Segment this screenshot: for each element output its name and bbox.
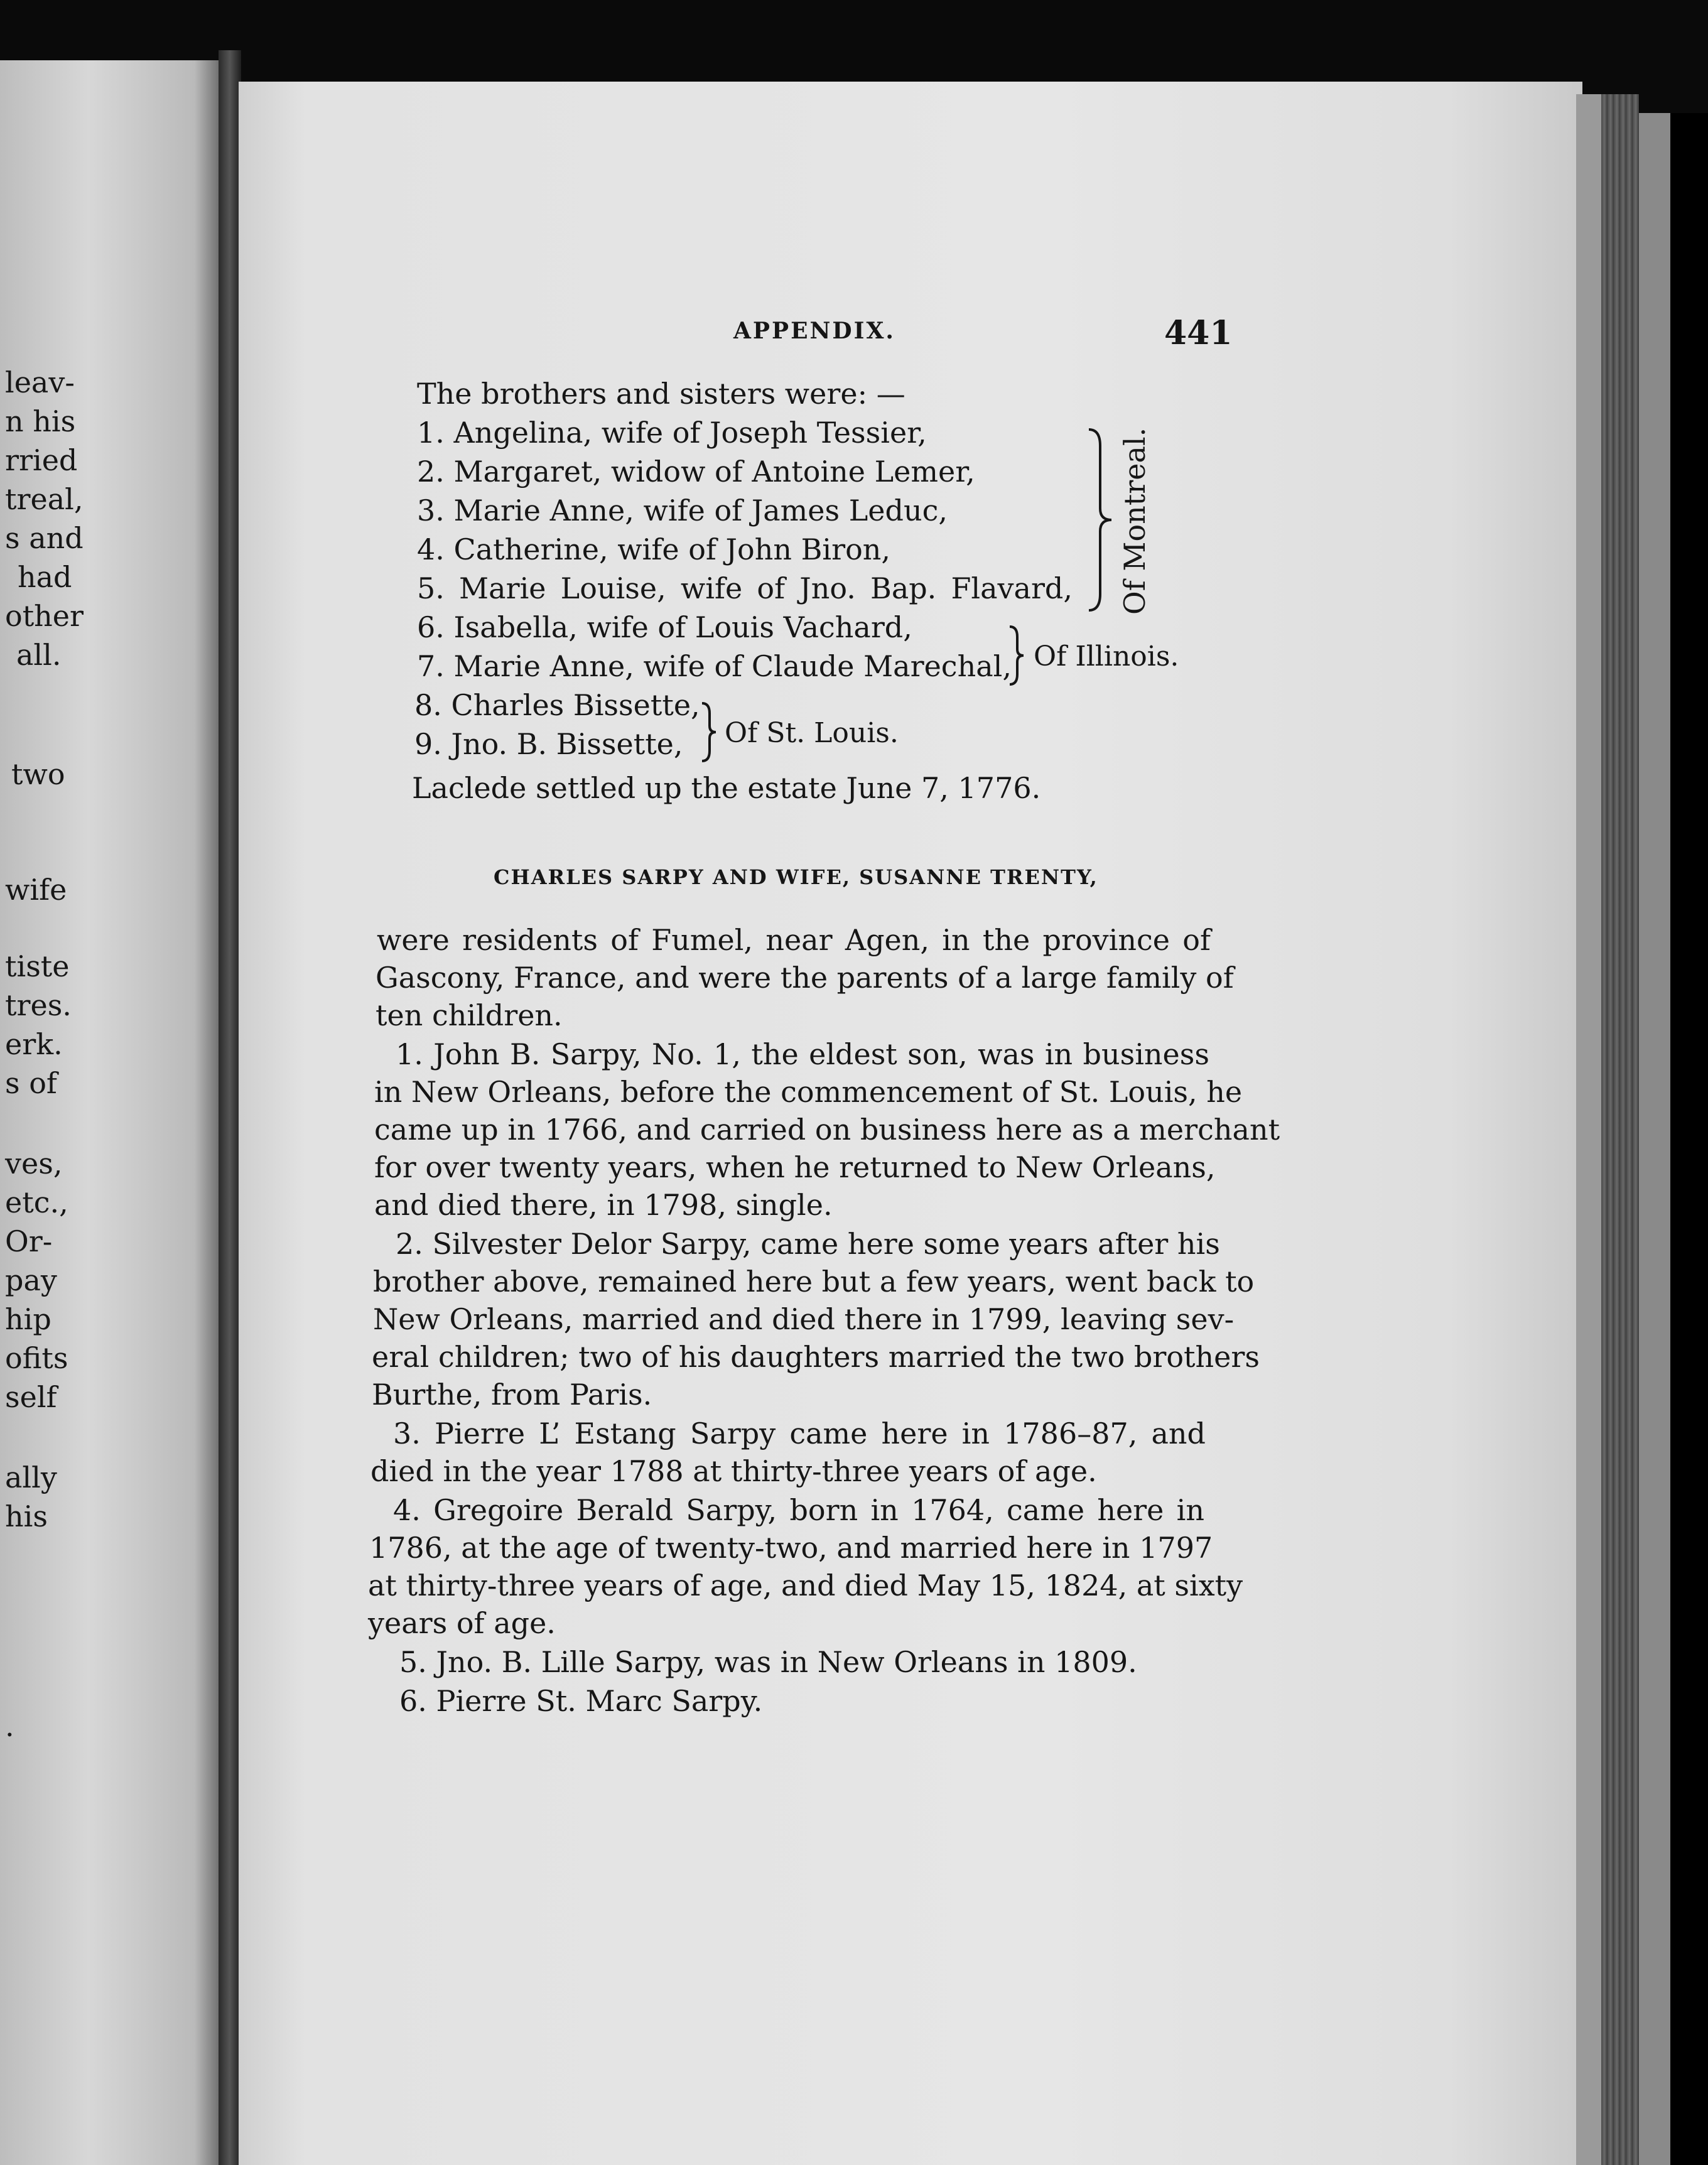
body-line: 3. Pierre L’ Estang Sarpy came here in 1786–87, and [393,1417,1206,1450]
sibling-line: 7. Marie Anne, wife of Claude Marechal, [417,649,1012,683]
intro-line: The brothers and sisters were: — [417,377,905,411]
facing-page-fragment: self [5,1380,57,1414]
settled-line: Laclede settled up the estate June 7, 1776. [412,771,1041,805]
page-number: 441 [1164,314,1233,352]
sibling-line: 9. Jno. B. Bissette, [414,727,683,761]
st-louis-brace [700,701,718,764]
facing-page-fragment: . [5,1709,14,1743]
page-edge [1601,94,1639,2165]
section-heading: CHARLES SARPY AND WIFE, SUSANNE TRENTY, [494,865,1098,889]
facing-page-fragment: pay [5,1263,57,1297]
illinois-label: Of Illinois. [1034,640,1179,672]
montreal-label: Of Montreal. [1118,427,1152,615]
facing-page-fragment: tres. [5,988,72,1022]
body-line: 4. Gregoire Berald Sarpy, born in 1764, came here in [393,1493,1204,1527]
book-gutter [219,50,241,2165]
facing-page-fragment: ves, [5,1147,63,1180]
body-line: came up in 1766, and carried on business here as a merchant [374,1113,1280,1147]
facing-page-fragment: etc., [5,1185,68,1219]
facing-page-fragment: treal, [5,482,84,516]
facing-page-fragment: his [5,1499,48,1533]
body-line: were residents of Fumel, near Agen, in the province of [377,923,1211,957]
body-line: New Orleans, married and died there in 1799, leaving sev- [373,1302,1235,1336]
sibling-line: 8. Charles Bissette, [414,688,700,722]
facing-page-fragment: rried [5,443,78,477]
body-line: brother above, remained here but a few years, went back to [373,1265,1255,1298]
body-line: ten children. [376,998,563,1032]
facing-page-fragment: hip [5,1302,51,1336]
illinois-brace [1007,624,1026,687]
facing-page-fragment: leav- [5,365,75,399]
sibling-line: 4. Catherine, wife of John Biron, [417,532,891,566]
body-line: 1. John B. Sarpy, No. 1, the eldest son, was in business [396,1037,1209,1071]
body-line: died in the year 1788 at thirty-three years of age. [370,1454,1097,1488]
body-line: for over twenty years, when he returned to New Orleans, [374,1150,1216,1184]
body-line: and died there, in 1798, single. [374,1188,833,1222]
body-line: years of age. [368,1606,556,1640]
page-edge [1670,113,1708,2165]
body-line: Burthe, from Paris. [372,1378,652,1412]
facing-page-fragment: other [5,599,84,633]
body-line: 5. Jno. B. Lille Sarpy, was in New Orleans in 1809. [399,1645,1137,1679]
body-line: at thirty-three years of age, and died May 15, 1824, at sixty [368,1568,1243,1602]
page-edge [1639,113,1670,2165]
facing-page-fragment: s of [5,1066,57,1100]
sibling-line: 6. Isabella, wife of Louis Vachard, [417,610,912,644]
running-head: APPENDIX. [733,318,895,344]
facing-page-fragment: wife [5,873,67,907]
facing-page-fragment: ofits [5,1341,68,1375]
sibling-line: 1. Angelina, wife of Joseph Tessier, [417,416,927,450]
facing-page [0,60,221,2165]
body-line: 2. Silvester Delor Sarpy, came here some years after his [396,1227,1220,1261]
body-line: 1786, at the age of twenty-two, and married here in 1797 [369,1531,1213,1565]
body-line: in New Orleans, before the commencement of St. Louis, he [374,1075,1243,1109]
sibling-line: 2. Margaret, widow of Antoine Lemer, [417,455,975,489]
facing-page-fragment: had [18,560,72,594]
sibling-line: 5. Marie Louise, wife of Jno. Bap. Flavard, [417,571,1073,605]
facing-page-fragment: Or- [5,1224,53,1258]
facing-page-fragment: erk. [5,1027,63,1061]
body-line: Gascony, France, and were the parents of a large family of [376,961,1234,995]
facing-page-fragment: two [11,757,65,791]
facing-page-fragment: n his [5,404,76,438]
facing-page-fragment: s and [5,521,84,555]
facing-page-fragment: all. [16,638,62,672]
sibling-line: 3. Marie Anne, wife of James Leduc, [417,494,948,527]
st-louis-label: Of St. Louis. [725,717,899,749]
facing-page-fragment: tiste [5,949,70,983]
montreal-brace [1086,427,1114,613]
body-line: 6. Pierre St. Marc Sarpy. [399,1684,763,1718]
facing-page-fragment: ally [5,1460,57,1494]
page-edge [1576,94,1601,2165]
body-line: eral children; two of his daughters married the two brothers [372,1340,1260,1374]
